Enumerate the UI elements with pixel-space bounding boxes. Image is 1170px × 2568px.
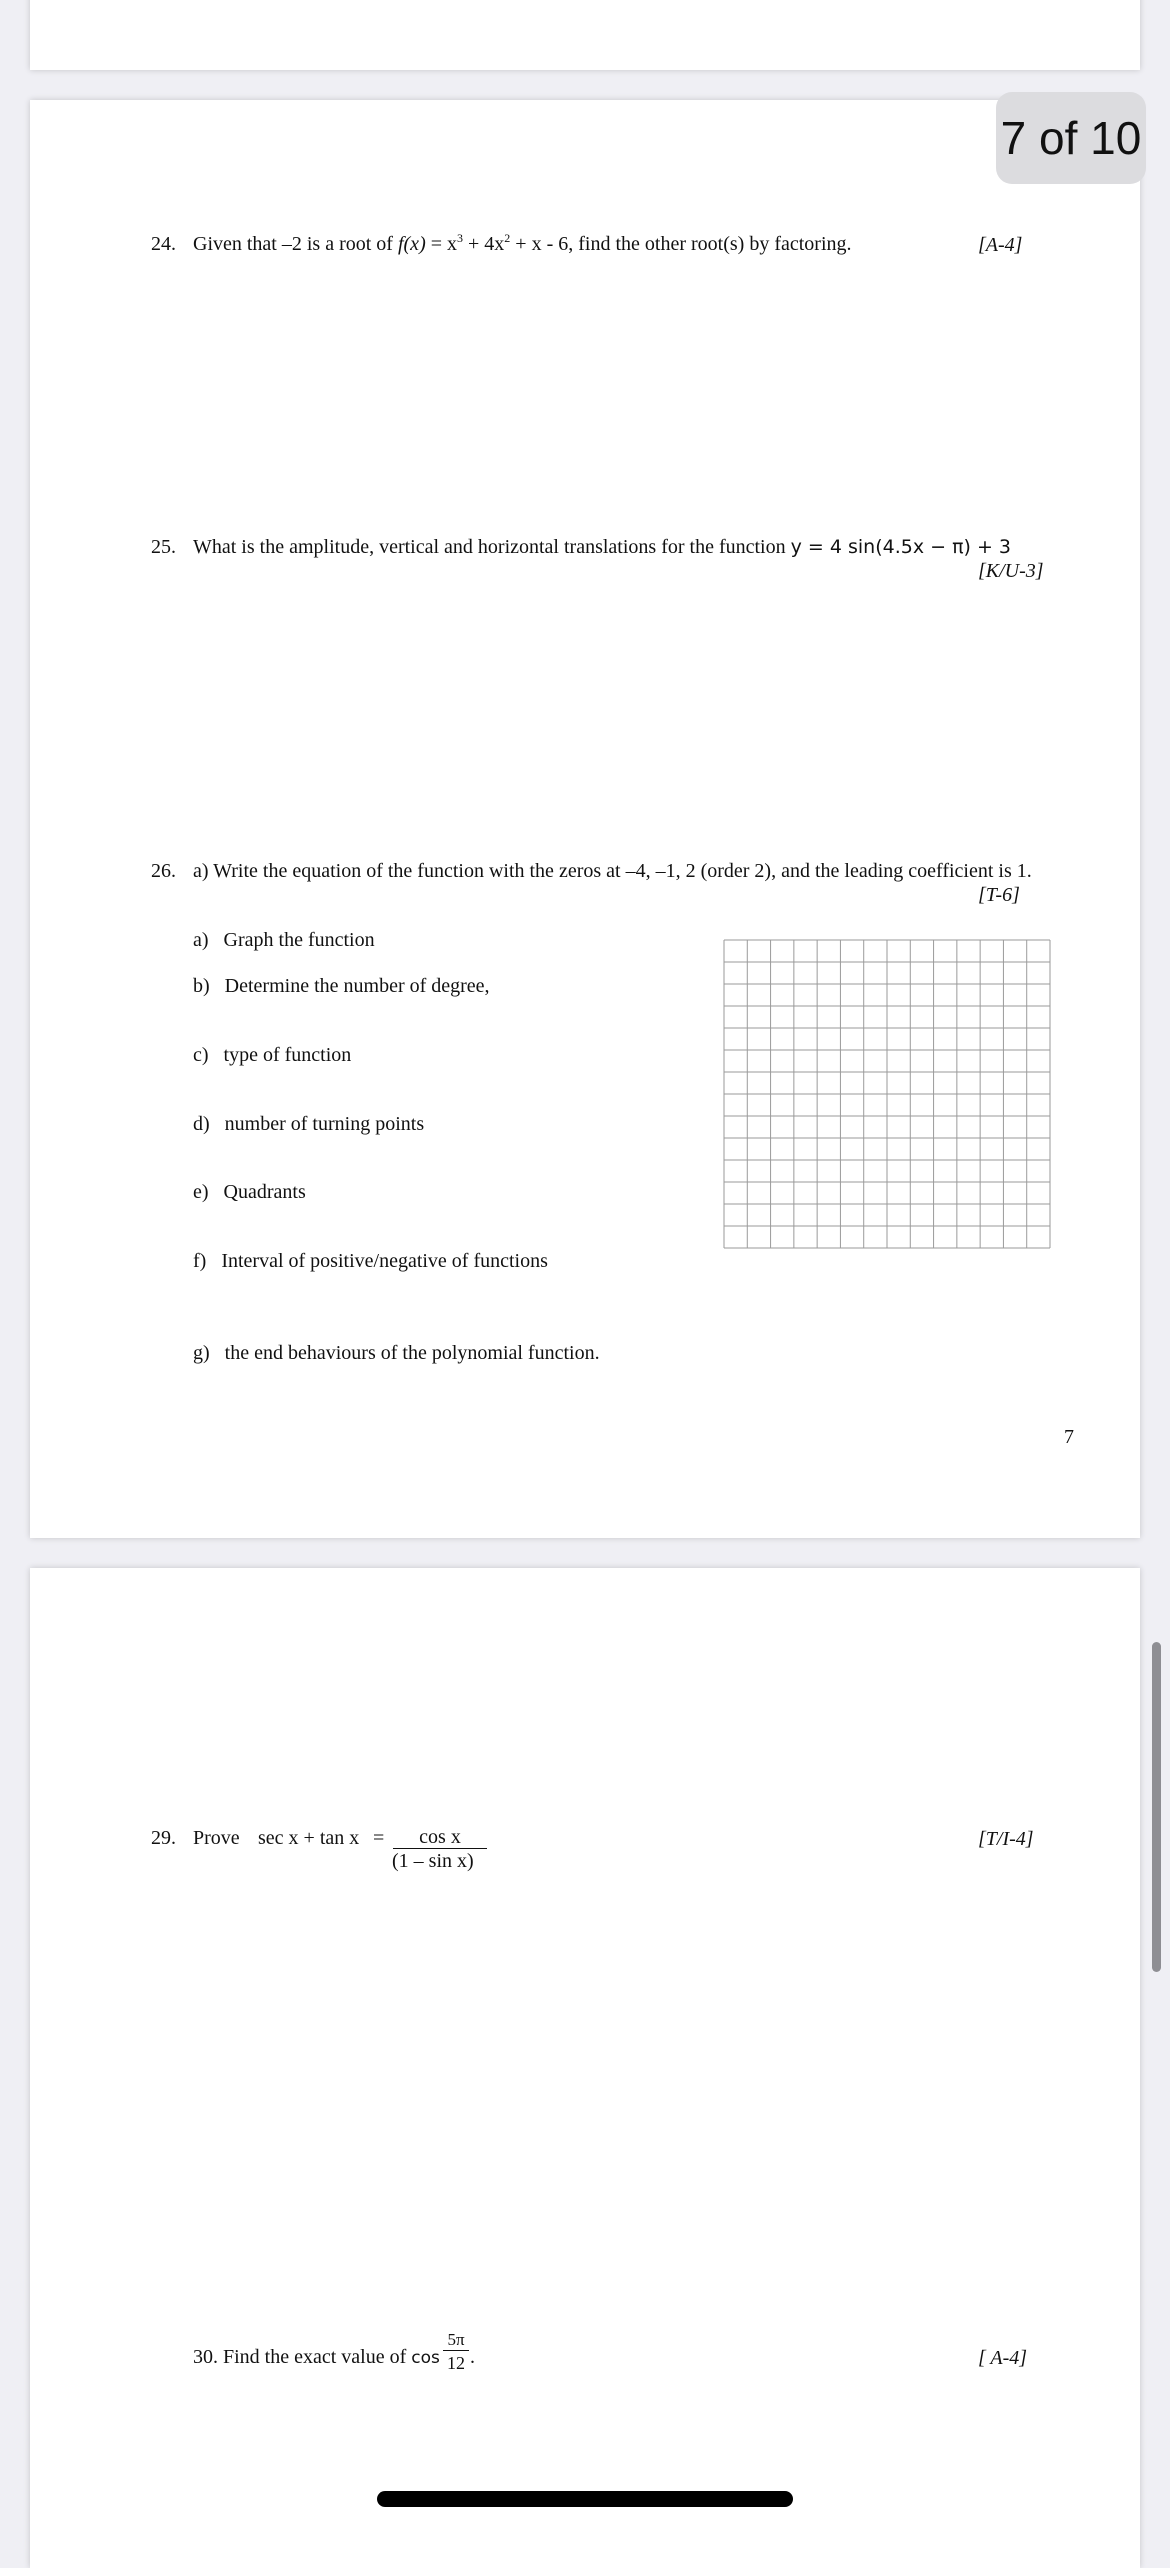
question-29-number: 29.	[151, 1827, 176, 1849]
question-25-number: 25.	[151, 536, 176, 558]
question-24-marks: [A-4]	[978, 234, 1023, 256]
question-26-number: 26.	[151, 860, 176, 882]
question-24-number: 24.	[151, 233, 176, 255]
question-29-lhs: sec x + tan x	[258, 1827, 360, 1849]
previous-page	[30, 0, 1140, 70]
question-26-part-a: a) Graph the function	[193, 929, 375, 951]
question-30-marks: [ A-4]	[978, 2347, 1028, 2369]
graph-grid	[722, 938, 1052, 1250]
question-26-part-c: c) type of function	[193, 1044, 352, 1066]
question-29-label: Prove	[193, 1827, 240, 1849]
home-indicator[interactable]	[377, 2491, 793, 2507]
question-29-numerator: cos x	[393, 1826, 487, 1849]
document-page-7	[30, 100, 1140, 1538]
question-26-part-e: e) Quadrants	[193, 1181, 306, 1203]
question-29-equals: =	[373, 1827, 385, 1849]
question-26-part-d: d) number of turning points	[193, 1113, 425, 1135]
question-26-text: a) Write the equation of the function with the zeros at –4, –1, 2 (order 2), and the leading coefficient is 1.	[193, 860, 1032, 882]
page-indicator: 7 of 10	[996, 92, 1146, 184]
document-page-8	[30, 1568, 1140, 2568]
question-30-period: .	[470, 2346, 475, 2368]
question-25-text: What is the amplitude, vertical and horizontal translations for the function y = 4 sin(4.5x − π) + 3	[193, 536, 1012, 558]
question-26-marks: [T-6]	[978, 884, 1020, 906]
question-30-text: 30. Find the exact value of cos	[193, 2346, 440, 2368]
question-25-equation: y = 4 sin(4.5x − π) + 3	[790, 536, 1012, 558]
question-29-denominator: (1 – sin x)	[392, 1850, 474, 1872]
question-30-denominator: 12	[447, 2353, 465, 2373]
page-number: 7	[1064, 1426, 1074, 1448]
question-26-part-f: f) Interval of positive/negative of functions	[193, 1250, 548, 1272]
question-30-numerator: 5π	[443, 2330, 469, 2351]
question-25-marks: [K/U-3]	[978, 560, 1044, 582]
question-24-text: Given that –2 is a root of $f(x) = x^3 + 4x^2 + x - 6$, find the other root(s) by factoring.	[193, 231, 852, 255]
question-26-part-g: g) the end behaviours of the polynomial function.	[193, 1342, 600, 1364]
question-26-part-b: b) Determine the number of degree,	[193, 975, 490, 997]
scrollbar[interactable]	[1152, 1642, 1161, 1972]
question-29-marks: [T/I-4]	[978, 1828, 1034, 1850]
